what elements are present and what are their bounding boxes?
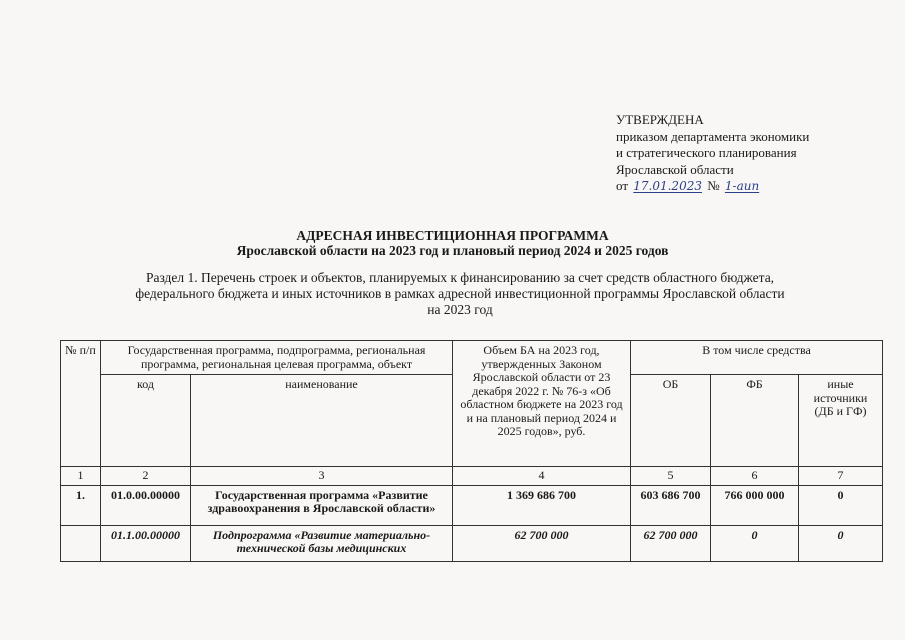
- header-name: наименование: [191, 375, 453, 467]
- row-ob: 603 686 700: [631, 485, 711, 525]
- index-cell: 6: [711, 467, 799, 486]
- index-cell: 5: [631, 467, 711, 486]
- approval-line: приказом департамента экономики: [616, 128, 810, 144]
- section-line: федерального бюджета и иных источников в рамках адресной инвестиционной программы Ярославской области: [135, 286, 785, 301]
- section-heading: [90, 270, 830, 318]
- row-other: 0: [799, 525, 883, 561]
- approval-block: [616, 112, 809, 195]
- index-cell: 3: [191, 467, 453, 486]
- section-line: на 2023 год: [427, 302, 493, 317]
- row-num: 1.: [61, 485, 101, 525]
- number-label: №: [707, 178, 720, 193]
- header-program: Государственная программа, подпрограмма, региональная программа, региональная целевая программа, объект: [101, 341, 453, 375]
- row-fb: 766 000 000: [711, 485, 799, 525]
- header-ob: ОБ: [631, 375, 711, 467]
- header-volume: Объем БА на 2023 год, утвержденных Законом Ярославской области от 23 декабря 2022 г. № 76-з «Об областном бюджете на 2023 год и на плановый период 2024 и 2025 годов», руб.: [453, 341, 631, 467]
- header-code: код: [101, 375, 191, 467]
- from-label: от: [616, 178, 629, 193]
- row-name: Подпрограмма «Развитие материально-технической базы медицинских: [191, 525, 453, 561]
- approval-line: и стратегического планирования: [616, 145, 797, 160]
- section-line: Раздел 1. Перечень строек и объектов, планируемых к финансированию за счет средств областного бюджета,: [145, 270, 775, 285]
- row-fb: 0: [711, 525, 799, 561]
- document-subtitle: Ярославской области на 2023 год и плановый период 2024 и 2025 годов: [236, 243, 669, 258]
- approval-date-line: [616, 178, 809, 195]
- approval-title: УТВЕРЖДЕНА: [616, 112, 704, 127]
- row-num: [61, 525, 101, 561]
- row-total: 62 700 000: [453, 525, 631, 561]
- table-row: [61, 485, 883, 525]
- index-cell: 1: [61, 467, 101, 486]
- row-other: 0: [799, 485, 883, 525]
- index-cell: 2: [101, 467, 191, 486]
- row-ob: 62 700 000: [631, 525, 711, 561]
- row-total: 1 369 686 700: [453, 485, 631, 525]
- investment-table: [60, 340, 883, 562]
- table-row: [61, 525, 883, 561]
- index-cell: 7: [799, 467, 883, 486]
- header-num: № п/п: [61, 341, 101, 467]
- approval-line: Ярославской области: [616, 161, 734, 177]
- document-title: АДРЕСНАЯ ИНВЕСТИЦИОННАЯ ПРОГРАММА: [296, 228, 609, 243]
- row-code: 01.0.00.00000: [101, 485, 191, 525]
- index-cell: 4: [453, 467, 631, 486]
- row-code: 01.1.00.00000: [101, 525, 191, 561]
- handwritten-date: 17.01.2023: [633, 179, 702, 193]
- header-other: иные источники (ДБ и ГФ): [799, 375, 883, 467]
- handwritten-number: 1-аип: [724, 179, 760, 193]
- header-fb: ФБ: [711, 375, 799, 467]
- row-name: Государственная программа «Развитие здравоохранения в Ярославской области»: [191, 485, 453, 525]
- header-including: В том числе средства: [631, 341, 883, 375]
